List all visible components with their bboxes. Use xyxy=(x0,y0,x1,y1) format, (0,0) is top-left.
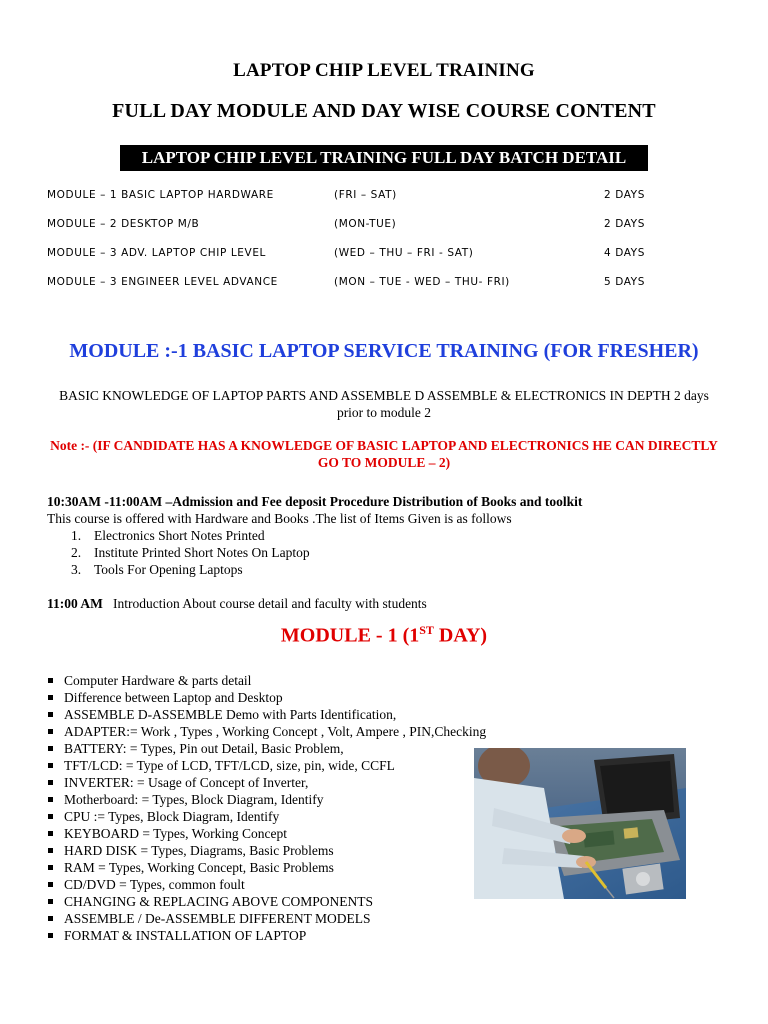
square-bullet-icon xyxy=(48,712,53,717)
module-duration: 2 DAYS xyxy=(604,189,645,201)
intro-text: Introduction About course detail and faculty with students xyxy=(113,596,427,611)
module-row xyxy=(47,210,687,239)
document-title: LAPTOP CHIP LEVEL TRAINING xyxy=(233,60,535,81)
topic-text: TFT/LCD: = Type of LCD, TFT/LCD, size, pin, wide, CCFL xyxy=(64,758,395,773)
square-bullet-icon xyxy=(48,831,53,836)
admission-line: 10:30AM -11:00AM –Admission and Fee deposit Procedure Distribution of Books and toolkit xyxy=(47,494,583,509)
square-bullet-icon xyxy=(48,729,53,734)
module-row xyxy=(47,268,687,297)
topic-text: KEYBOARD = Types, Working Concept xyxy=(64,826,287,841)
square-bullet-icon xyxy=(48,780,53,785)
module-name: MODULE – 3 ENGINEER LEVEL ADVANCE xyxy=(47,276,278,288)
items-list xyxy=(47,527,727,578)
topic-text: CHANGING & REPLACING ABOVE COMPONENTS xyxy=(64,894,374,909)
day1-heading-text: MODULE - 1 (1 xyxy=(280,624,420,647)
topic-text: RAM = Types, Working Concept, Basic Problems xyxy=(64,860,334,875)
topic-text: FORMAT & INSTALLATION OF LAPTOP xyxy=(64,928,307,943)
list-item xyxy=(71,527,727,544)
module1-heading: MODULE :-1 BASIC LAPTOP SERVICE TRAINING (FOR FRESHER) xyxy=(69,340,699,362)
square-bullet-icon xyxy=(48,678,53,683)
batch-detail-banner: LAPTOP CHIP LEVEL TRAINING FULL DAY BATCH DETAIL xyxy=(120,145,648,171)
module-duration: 5 DAYS xyxy=(604,276,645,288)
module-days: (MON – TUE - WED – THU- FRI) xyxy=(334,276,510,288)
list-item xyxy=(47,910,587,927)
item-text: Electronics Short Notes Printed xyxy=(94,528,265,543)
topic-text: Computer Hardware & parts detail xyxy=(64,673,252,688)
square-bullet-icon xyxy=(48,882,53,887)
topic-text: BATTERY: = Types, Pin out Detail, Basic Problem, xyxy=(64,741,344,756)
module-row xyxy=(47,239,687,268)
module-name: MODULE – 3 ADV. LAPTOP CHIP LEVEL xyxy=(47,247,267,259)
day1-heading-sup: ST xyxy=(419,623,434,637)
item-number: 3. xyxy=(71,562,82,577)
module-days: (MON-TUE) xyxy=(334,218,397,230)
topic-text: Difference between Laptop and Desktop xyxy=(64,690,283,705)
topic-text: CD/DVD = Types, common foult xyxy=(64,877,245,892)
square-bullet-icon xyxy=(48,848,53,853)
topic-text: ASSEMBLE D-ASSEMBLE Demo with Parts Identification, xyxy=(64,707,397,722)
day1-heading-suffix: DAY) xyxy=(433,624,488,647)
item-text: Tools For Opening Laptops xyxy=(94,562,243,577)
item-number: 1. xyxy=(71,528,82,543)
module-name: MODULE – 2 DESKTOP M/B xyxy=(47,218,200,230)
day1-heading xyxy=(0,623,768,648)
square-bullet-icon xyxy=(48,933,53,938)
square-bullet-icon xyxy=(48,746,53,751)
laptop-repair-photo xyxy=(474,748,686,899)
list-item xyxy=(71,544,727,561)
square-bullet-icon xyxy=(48,916,53,921)
module-row xyxy=(47,181,687,210)
square-bullet-icon xyxy=(48,814,53,819)
intro-time: 11:00 AM xyxy=(47,596,103,611)
offered-line: This course is offered with Hardware and Books .The list of Items Given is as follows xyxy=(47,511,512,526)
list-item xyxy=(47,927,587,944)
square-bullet-icon xyxy=(48,763,53,768)
list-item xyxy=(71,561,727,578)
item-text: Institute Printed Short Notes On Laptop xyxy=(94,545,310,560)
square-bullet-icon xyxy=(48,865,53,870)
list-item xyxy=(47,689,587,706)
square-bullet-icon xyxy=(48,899,53,904)
topic-text: Motherboard: = Types, Block Diagram, Identify xyxy=(64,792,324,807)
square-bullet-icon xyxy=(48,797,53,802)
schedule-section xyxy=(47,493,727,612)
module-days: (FRI – SAT) xyxy=(334,189,397,201)
list-item xyxy=(47,723,587,740)
module-name: MODULE – 1 BASIC LAPTOP HARDWARE xyxy=(47,189,274,201)
topic-text: ASSEMBLE / De-ASSEMBLE DIFFERENT MODELS xyxy=(64,911,371,926)
document-subtitle: FULL DAY MODULE AND DAY WISE COURSE CONTENT xyxy=(112,100,656,122)
square-bullet-icon xyxy=(48,695,53,700)
topic-text: INVERTER: = Usage of Concept of Inverter, xyxy=(64,775,309,790)
module-duration: 2 DAYS xyxy=(604,218,645,230)
laptop-repair-illustration xyxy=(474,748,686,899)
intro-line xyxy=(47,595,727,612)
list-item xyxy=(47,706,587,723)
topic-text: CPU := Types, Block Diagram, Identify xyxy=(64,809,280,824)
topic-text: HARD DISK = Types, Diagrams, Basic Problems xyxy=(64,843,334,858)
item-number: 2. xyxy=(71,545,82,560)
module-duration: 4 DAYS xyxy=(604,247,645,259)
topic-text: ADAPTER:= Work , Types , Working Concept , Volt, Ampere , PIN,Checking xyxy=(64,724,487,739)
module1-note: Note :- (IF CANDIDATE HAS A KNOWLEDGE OF BASIC LAPTOP AND ELECTRONICS HE CAN DIRECTLY GO TO MODULE – 2) xyxy=(50,438,718,470)
list-item xyxy=(47,672,587,689)
module-days: (WED – THU – FRI - SAT) xyxy=(334,247,474,259)
module-schedule-table xyxy=(47,181,687,297)
module1-description: BASIC KNOWLEDGE OF LAPTOP PARTS AND ASSEMBLE D ASSEMBLE & ELECTRONICS IN DEPTH 2 days prior to module 2 xyxy=(59,388,709,420)
